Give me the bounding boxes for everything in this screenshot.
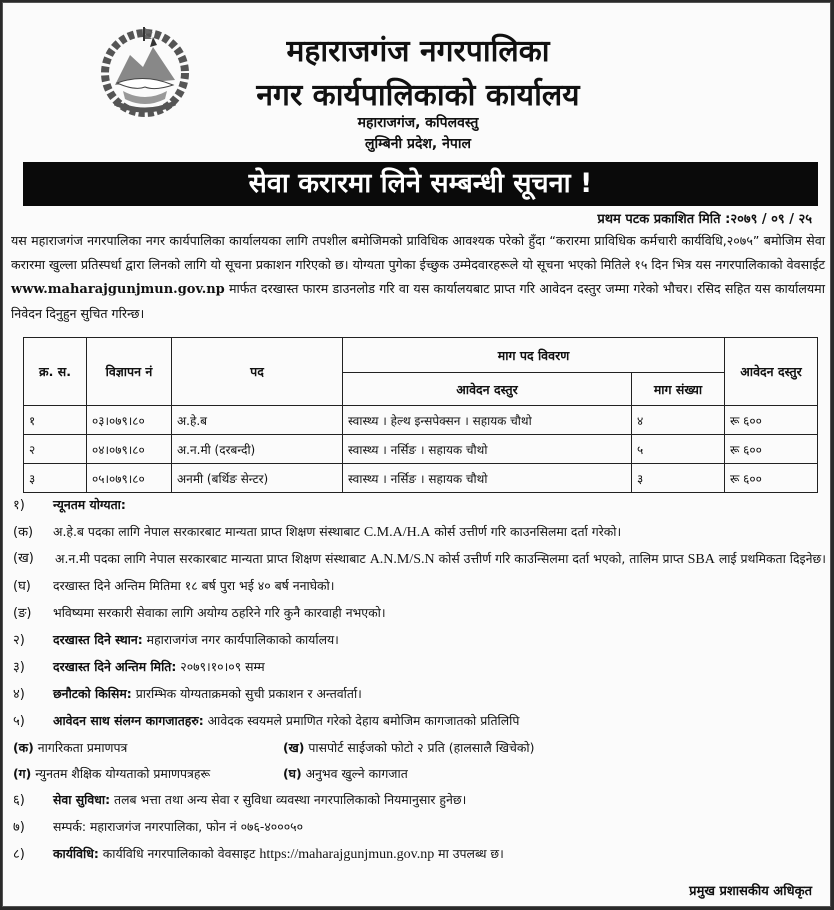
documents-row-1 <box>13 735 828 761</box>
clause-number: ५) <box>13 714 25 729</box>
clause-label: न्यूनतम योग्यता: <box>53 497 126 512</box>
document-item <box>13 761 279 787</box>
clause-7 <box>13 814 828 841</box>
clause-number: (घ) <box>13 579 31 594</box>
publication-date-value: २०७९ / ०९ / २५ <box>730 212 812 227</box>
cell-sn: २ <box>24 435 87 464</box>
document-key: (घ) <box>282 766 302 781</box>
training-code: SBA <box>687 552 715 567</box>
header-count: माग संख्या <box>632 373 725 406</box>
notice-page <box>2 2 831 907</box>
notice-clauses <box>13 492 828 868</box>
clause-text: मा उपलब्ध छ। <box>438 846 504 861</box>
cell-sn: १ <box>24 406 87 435</box>
documents-row-2 <box>13 761 828 787</box>
cell-ad-no: ०५।०७९।८० <box>87 464 172 493</box>
document-item <box>283 761 408 787</box>
document-text: न्युनतम शैक्षिक योग्यताको प्रमाणपत्रहरू <box>35 766 211 781</box>
clause-text: अ.हे.ब पदका लागि नेपाल सरकारबाट मान्यता प्राप्त शिक्षण संस्थाबाट <box>53 524 360 539</box>
clause-number: ६) <box>13 793 25 808</box>
location-province: लुम्बिनी प्रदेश, नेपाल <box>365 136 471 152</box>
clause-number: ७) <box>13 820 25 835</box>
document-text: नागरिकता प्रमाणपत्र <box>37 740 128 755</box>
table-row <box>24 435 818 464</box>
cell-sn: ३ <box>24 464 87 493</box>
vacancy-table <box>23 337 818 493</box>
clause-label: कार्यविधि: <box>53 846 99 861</box>
clause-text: महाराजगंज नगर कार्यपालिकाको कार्यालय। <box>146 632 339 647</box>
document-key: (क) <box>13 740 34 755</box>
intro-paragraph <box>11 229 825 326</box>
clause-number: ३) <box>13 660 25 675</box>
clause-label: दरखास्त दिने अन्तिम मिति: <box>53 659 177 674</box>
clause-label: आवेदन साथ संलग्न कागजातहरु: <box>53 713 204 728</box>
clause-text: तलब भत्ता तथा अन्य सेवा र सुविधा व्यवस्था नगरपालिकाको नियमानुसार हुनेछ। <box>114 792 467 807</box>
cell-ad-no: ०३।०७९।८० <box>87 406 172 435</box>
header-post: पद <box>172 338 343 406</box>
clause-6 <box>13 787 828 814</box>
header-sn: क्र. स. <box>24 338 87 406</box>
clause-text: प्रारम्भिक योग्यताक्रमको सुची प्रकाशन र अन्तर्वार्ता। <box>135 686 362 701</box>
cell-fee: रू ६०० <box>725 435 818 464</box>
clause-text: महाराजगंज नगरपालिका, फोन नं ०७६-४०००५० <box>90 819 304 834</box>
clause-text: कार्यविधि नगरपालिकाको वेवसाइट <box>102 846 256 861</box>
document-key: (ग) <box>13 766 32 781</box>
clause-ka <box>13 519 828 546</box>
clause-text: २०७९।१०।०९ सम्म <box>180 659 265 674</box>
table-row <box>24 464 818 493</box>
document-key: (ख) <box>282 740 305 755</box>
cell-post: अ.हे.ब <box>172 406 343 435</box>
document-item <box>13 735 279 761</box>
intro-text-1: यस महाराजगंज नगरपालिका नगर कार्यपालिका कार्यालयका लागि तपशील बमोजिमको प्राविधिक आवश्यक परेको हुँदा “करारमा प्राविधिक कर्मचारी कार्यविधि,२०७५” बमोजिम सेवा करारमा खुल्ला प्रतिस्पर्धा द्वारा लिनको लागि यो सूचना प्रकाशन गरिएको छ। योग्यता पुगेका ईच्छुक उम्मेदवारहरूले यो सूचना भएको मितिले १५ दिन भित्र यस नगरपालिकाको वेवसाईट <box>11 233 825 272</box>
course-code: A.N.M/S.N <box>369 552 435 567</box>
office-name: नगर कार्यपालिकाको कार्यालय <box>256 78 580 113</box>
cell-post: अनमी (बर्थिङ सेन्टर) <box>172 464 343 493</box>
municipality-name: महाराजगंज नगरपालिका <box>286 34 550 69</box>
cell-post: अ.न.मी (दरबन्दी) <box>172 435 343 464</box>
clause-label: सेवा सुविधा: <box>53 792 111 807</box>
clause-text: कोर्स उत्तीर्ण गरि काउनसिलमा दर्ता गरेको। <box>434 524 622 539</box>
clause-text: दरखास्त दिने अन्तिम मितिमा १८ बर्ष पुरा भई ४० बर्ष ननाघेको। <box>53 578 335 593</box>
clause-number: २) <box>13 633 25 648</box>
table-row <box>24 406 818 435</box>
nepal-emblem-icon <box>95 25 195 121</box>
clause-gha <box>13 573 828 600</box>
cell-ad-no: ०४।०७९।८० <box>87 435 172 464</box>
clause-label: दरखास्त दिने स्थान: <box>53 632 143 647</box>
notice-title-banner: सेवा करारमा लिने सम्बन्धी सूचना ! <box>23 162 818 206</box>
clause-3 <box>13 654 828 681</box>
location-district: महाराजगंज, कपिलवस्तु <box>357 115 479 131</box>
cell-fee: रू ६०० <box>725 406 818 435</box>
intro-text-2: मार्फत दरखास्त फारम डाउनलोड गरि वा यस कार्यालयबाट प्राप्त गरि आवेदन दस्तुर जम्मा गरेको भौचर। रसिद सहित यस कार्यालयमा निवेदन दिनुहुन सुचित गरिन्छ। <box>11 281 825 321</box>
cell-detail: स्वास्थ्य । नर्सिङ । सहायक चौथो <box>343 435 632 464</box>
cell-count: ४ <box>632 406 725 435</box>
clause-number: (ख) <box>13 551 34 566</box>
clause-text: भविष्यमा सरकारी सेवाका लागि अयोग्य ठहरिने गरि कुनै कारवाही नभएको। <box>53 605 386 620</box>
header-ad-no: विज्ञापन नं <box>87 338 172 406</box>
course-code: C.M.A/H.A <box>363 525 431 540</box>
clause-number: (क) <box>13 525 34 540</box>
clause-5 <box>13 708 828 735</box>
document-text: पासपोर्ट साईजको फोटो २ प्रति (हालसालै खिचेको) <box>308 740 535 755</box>
header-demand-details: माग पद विवरण <box>343 338 725 373</box>
cell-detail: स्वास्थ्य । नर्सिङ । सहायक चौथो <box>343 464 632 493</box>
procedure-link[interactable]: https://maharajgunjmun.gov.np <box>259 847 435 862</box>
clause-label: सम्पर्क: <box>53 819 87 834</box>
header-fee: आवेदन दस्तुर <box>725 338 818 406</box>
publication-date <box>597 209 812 227</box>
header-sub-fee: आवेदन दस्तुर <box>343 373 632 406</box>
clause-text: कोर्स उत्तीर्ण गरि काउन्सिलमा दर्ता भएको, तालिम प्राप्त <box>438 551 684 566</box>
cell-detail: स्वास्थ्य । हेल्थ इन्सपेक्सन । सहायक चौथो <box>343 406 632 435</box>
website-link[interactable]: www.maharajgunjmun.gov.np <box>11 282 225 297</box>
clause-2 <box>13 627 828 654</box>
clause-kha <box>13 546 828 573</box>
document-item <box>283 735 535 761</box>
signatory-title: प्रमुख प्रशासकीय अधिकृत <box>689 884 812 899</box>
clause-1 <box>13 492 828 519</box>
document-text: अनुभव खुल्ने कागजात <box>305 766 408 781</box>
publication-date-label: प्रथम पटक प्रकाशित मिति : <box>597 212 731 227</box>
cell-count: ३ <box>632 464 725 493</box>
clause-number: ८) <box>13 847 25 862</box>
clause-text: लाई प्रथमिकता दिइनेछ। <box>718 551 826 566</box>
cell-count: ५ <box>632 435 725 464</box>
clause-nga <box>13 600 828 627</box>
clause-number: ४) <box>13 687 25 702</box>
clause-label: छनौटको किसिम: <box>53 686 132 701</box>
clause-8 <box>13 841 828 868</box>
clause-4 <box>13 681 828 708</box>
cell-fee: रू ६०० <box>725 464 818 493</box>
clause-number: (ङ) <box>13 606 32 621</box>
clause-text: आवेदक स्वयमले प्रमाणित गरेको देहाय बमोजिम कागजातको प्रतिलिपि <box>207 713 520 728</box>
clause-text: अ.न.मी पदका लागि नेपाल सरकारबाट मान्यता प्राप्त शिक्षण संस्थाबाट <box>55 551 366 566</box>
clause-number: १) <box>13 498 25 513</box>
